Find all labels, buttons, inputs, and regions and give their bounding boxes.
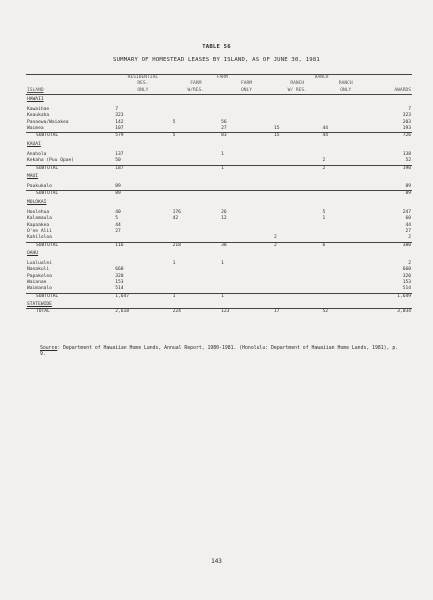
ranch-only-header-2: ONLY: [322, 88, 371, 95]
farm-wres-cell: [172, 126, 221, 133]
res-only-cell: 44: [115, 222, 121, 228]
res-only-cell: 5: [115, 216, 118, 222]
ranch-only-cell: [322, 286, 371, 293]
subtotal-row: [26, 165, 412, 172]
res-only-cell: 89: [115, 184, 121, 190]
farm-only-cell: 1: [221, 261, 224, 267]
ranch-group-header: RANCH: [273, 75, 370, 82]
ranch-wres-cell: [273, 172, 322, 180]
farm-only-cell: [220, 172, 273, 180]
farm-wres-cell: [172, 198, 221, 206]
ranch-only-cell: [322, 191, 371, 198]
farm-wres-cell: 5: [172, 133, 221, 140]
row-label: SUBTOTAL: [26, 133, 114, 140]
awards-cell: 60: [405, 216, 411, 222]
farm-wres-cell: [172, 300, 221, 309]
row-label: KAUAI: [27, 141, 41, 147]
row-label: Nanakuli: [27, 267, 50, 273]
farm-wres-cell: [172, 158, 221, 165]
res-only-cell: 660: [115, 267, 124, 273]
farm-wres-cell: 224: [172, 309, 221, 316]
res-only-cell: 153: [115, 280, 124, 286]
source-note: [40, 346, 400, 359]
ranch-only-cell: [322, 300, 371, 309]
table-row: [26, 235, 412, 242]
farm-only-cell: 56: [221, 119, 227, 125]
farm-only-header-1: FARM: [241, 81, 253, 87]
ranch-only-cell: 5: [322, 210, 326, 216]
ranch-only-cell: 2: [322, 165, 371, 172]
ranch-wres-cell: [273, 286, 322, 293]
farm-wres-cell: [172, 140, 221, 148]
farm-only-cell: [220, 158, 273, 165]
farm-only-cell: 1: [221, 151, 224, 157]
farm-only-cell: 1: [220, 293, 273, 300]
ranch-wres-header-1: RANCH: [290, 81, 305, 87]
row-label: Paukukalo: [27, 184, 52, 190]
res-only-header-2: ONLY: [114, 88, 171, 95]
res-only-cell: [114, 198, 171, 206]
farm-wres-cell: [172, 235, 221, 242]
table-body: [26, 94, 412, 315]
row-label: SUBTOTAL: [26, 165, 114, 172]
farm-only-cell: [220, 249, 273, 257]
source-label: Source: [40, 346, 58, 351]
awards-cell: 138: [402, 151, 411, 157]
subtotal-row: [26, 293, 412, 300]
row-label: OAHU: [27, 250, 39, 256]
section-row: [26, 300, 412, 309]
awards-cell: 7: [408, 107, 411, 113]
table-row: [26, 184, 412, 191]
residential-group-header: RESIDENTIAL: [114, 75, 171, 82]
res-only-cell: [114, 172, 171, 180]
farm-wres-cell: [172, 172, 221, 180]
farm-only-cell: 123: [220, 309, 273, 316]
table-row: [26, 126, 412, 133]
ranch-wres-cell: 15: [274, 126, 280, 132]
awards-cell: [370, 172, 412, 180]
ranch-wres-cell: [273, 249, 322, 257]
awards-cell: 190: [370, 165, 412, 172]
farm-wres-header-2: W/RES.: [172, 88, 221, 95]
row-label: Kahiloloa: [27, 235, 52, 241]
awards-cell: 193: [402, 126, 411, 132]
row-label: TOTAL: [26, 309, 114, 316]
res-only-cell: 187: [114, 165, 171, 172]
row-label: Kekaha (Puu Opae): [27, 158, 75, 164]
row-label: HAWAII: [27, 96, 44, 102]
row-label: Papakolea: [27, 273, 52, 279]
table-row: [26, 158, 412, 165]
table-label: TABLE 56: [202, 44, 231, 50]
farm-only-cell: [220, 286, 273, 293]
row-label: Waimea: [27, 126, 44, 132]
ranch-only-cell: [322, 249, 371, 257]
row-label: STATEWIDE: [27, 301, 52, 307]
row-label: Lualualei: [27, 261, 52, 267]
farm-wres-cell: 5: [172, 119, 176, 125]
island-header: ISLAND: [26, 88, 114, 95]
res-only-cell: 107: [115, 126, 124, 132]
ranch-wres-cell: 15: [273, 133, 322, 140]
ranch-only-cell: [322, 184, 371, 191]
ranch-wres-cell: [273, 293, 322, 300]
res-only-cell: 116: [114, 242, 171, 249]
ranch-wres-cell: [273, 300, 322, 309]
section-row: [26, 198, 412, 206]
farm-only-cell: 26: [221, 210, 227, 216]
ranch-only-cell: [322, 198, 371, 206]
ranch-wres-cell: [273, 94, 322, 103]
awards-cell: 89: [405, 184, 411, 190]
res-only-cell: 40: [115, 210, 121, 216]
res-only-cell: 7: [115, 107, 118, 113]
res-only-cell: 514: [115, 286, 124, 292]
page-number: 143: [211, 558, 222, 565]
awards-cell: [370, 140, 412, 148]
res-only-cell: [114, 300, 171, 309]
farm-only-cell: [220, 235, 273, 242]
awards-cell: [370, 300, 412, 309]
row-label: Kalamaula: [27, 216, 52, 222]
res-only-cell: [114, 235, 171, 242]
farm-wres-cell: [172, 249, 221, 257]
awards-cell: 44: [405, 222, 411, 228]
res-only-cell: 579: [114, 133, 171, 140]
awards-cell: [370, 249, 412, 257]
res-only-cell: [114, 140, 171, 148]
awards-cell: 52: [405, 158, 411, 164]
awards-header: AWARDS: [370, 88, 412, 95]
row-label: SUBTOTAL: [26, 242, 114, 249]
ranch-wres-header-2: W/ RES.: [273, 88, 322, 95]
source-text: : Department of Hawaiian Home Lands, Annual Report, 1980-1981. (Honolulu: Department of Hawaiian Home Lands, 1981), p. 9.: [40, 346, 399, 358]
farm-wres-cell: [172, 286, 221, 293]
ranch-only-cell: [322, 293, 371, 300]
subtotal-row: [26, 191, 412, 198]
row-label: Keaukaha: [27, 113, 50, 119]
farm-only-cell: [220, 198, 273, 206]
res-only-cell: 89: [114, 191, 171, 198]
row-label: Panaewa/Waiakea: [27, 119, 69, 125]
res-only-cell: 323: [115, 113, 124, 119]
farm-only-cell: [220, 94, 273, 103]
ranch-only-cell: [322, 172, 371, 180]
ranch-wres-cell: 2: [273, 242, 322, 249]
ranch-only-cell: 2: [322, 158, 326, 164]
row-label: Kapaakea: [27, 222, 50, 228]
awards-cell: 514: [402, 286, 411, 292]
res-only-header-1: RES.: [137, 81, 149, 87]
ranch-only-cell: [322, 140, 371, 148]
farm-wres-cell: 42: [172, 216, 179, 222]
ranch-wres-cell: [273, 184, 322, 191]
ranch-only-cell: 52: [322, 309, 371, 316]
ranch-wres-cell: [273, 198, 322, 206]
awards-cell: 247: [402, 210, 411, 216]
farm-wres-cell: 218: [172, 242, 221, 249]
row-label: MAUI: [27, 173, 39, 179]
row-label: Waimanalo: [27, 286, 52, 292]
res-only-cell: 320: [115, 273, 124, 279]
res-only-cell: 2,618: [114, 309, 171, 316]
ranch-only-cell: [322, 94, 371, 103]
farm-wres-cell: 1: [172, 261, 176, 267]
homestead-leases-table: [26, 74, 412, 316]
farm-only-header-2: ONLY: [220, 88, 273, 95]
ranch-wres-cell: 2: [274, 235, 277, 241]
ranch-wres-cell: [273, 191, 322, 198]
subtotal-row: [26, 133, 412, 140]
awards-cell: 320: [402, 273, 411, 279]
table-title: SUMMARY OF HOMESTEAD LEASES BY ISLAND, AS OF JUNE 30, 1981: [113, 57, 320, 63]
awards-cell: 1,649: [370, 293, 412, 300]
awards-cell: 27: [405, 228, 411, 234]
farm-only-cell: 12: [221, 216, 227, 222]
section-row: [26, 172, 412, 180]
farm-wres-cell: [172, 184, 221, 191]
row-label: Hoolehua: [27, 210, 50, 216]
ranch-wres-cell: [273, 158, 322, 165]
farm-group-header: FARM: [172, 75, 273, 82]
subtotal-row: [26, 242, 412, 249]
awards-cell: 380: [370, 242, 412, 249]
farm-only-cell: 38: [220, 242, 273, 249]
awards-cell: 323: [402, 113, 411, 119]
ranch-wres-cell: 17: [273, 309, 322, 316]
res-only-cell: 137: [115, 151, 124, 157]
farm-only-cell: 83: [220, 133, 273, 140]
table-row: [26, 286, 412, 293]
farm-only-cell: [220, 191, 273, 198]
subtotal-row: [26, 309, 412, 316]
row-label: Anahola: [27, 151, 47, 157]
ranch-wres-cell: [273, 165, 322, 172]
farm-only-cell: [220, 184, 273, 191]
awards-cell: 3,034: [370, 309, 412, 316]
awards-cell: 660: [402, 267, 411, 273]
awards-cell: 203: [402, 119, 411, 125]
row-label: SUBTOTAL: [26, 293, 114, 300]
ranch-only-cell: 44: [322, 126, 329, 132]
res-only-cell: [114, 94, 171, 103]
farm-only-cell: 1: [220, 165, 273, 172]
res-only-cell: 1,647: [114, 293, 171, 300]
res-only-cell: [114, 249, 171, 257]
ranch-only-cell: 6: [322, 242, 371, 249]
awards-cell: 2: [408, 261, 411, 267]
farm-wres-cell: [172, 165, 221, 172]
farm-wres-cell: 1: [172, 293, 221, 300]
row-label: Waianae: [27, 280, 47, 286]
res-only-cell: 142: [115, 119, 124, 125]
section-row: [26, 94, 412, 103]
row-label: MOLOKAI: [27, 199, 47, 205]
farm-only-cell: [220, 300, 273, 309]
row-label: Kawaihae: [27, 107, 50, 113]
farm-wres-cell: [172, 94, 221, 103]
ranch-only-header-1: RANCH: [338, 81, 353, 87]
ranch-only-cell: 44: [322, 133, 371, 140]
awards-cell: 726: [370, 133, 412, 140]
ranch-wres-cell: [273, 140, 322, 148]
ranch-only-cell: 1: [322, 216, 326, 222]
farm-wres-cell: 176: [172, 210, 181, 216]
farm-wres-header-1: FARM: [190, 81, 202, 87]
farm-wres-cell: [172, 191, 221, 198]
awards-cell: 153: [402, 280, 411, 286]
res-only-cell: 50: [115, 158, 121, 164]
res-only-cell: 27: [115, 228, 121, 234]
row-label: O'ne Alii: [27, 228, 52, 234]
awards-cell: 2: [408, 235, 411, 241]
awards-cell: [370, 198, 412, 206]
awards-cell: 89: [370, 191, 412, 198]
farm-only-cell: [220, 140, 273, 148]
ranch-only-cell: [322, 235, 371, 242]
section-row: [26, 140, 412, 148]
awards-cell: [370, 94, 412, 103]
section-row: [26, 249, 412, 257]
farm-only-cell: 27: [221, 126, 227, 132]
row-label: SUBTOTAL: [26, 191, 114, 198]
